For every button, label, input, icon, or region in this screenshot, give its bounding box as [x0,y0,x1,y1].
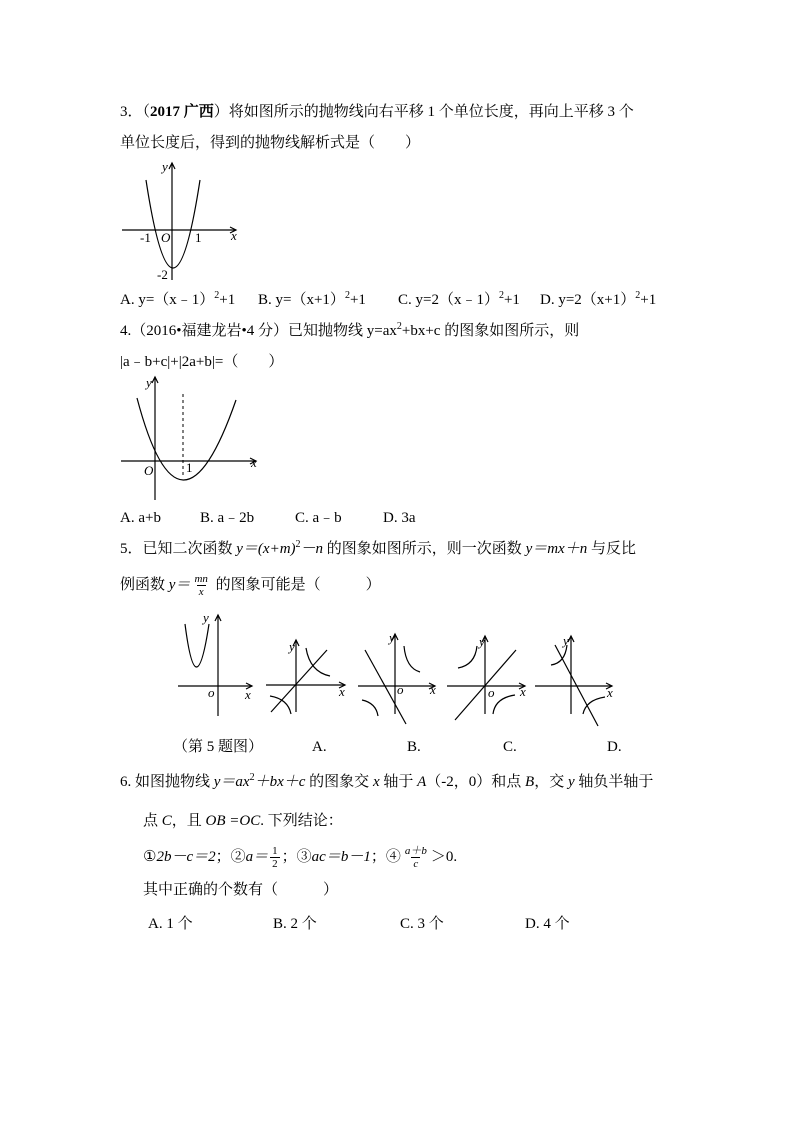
q5-graph-a [266,639,345,714]
linear-function-line [271,650,327,712]
math-expression: OB =OC [205,813,261,829]
q5-figure-caption: （第 5 题图） [173,739,264,755]
hyperbola-branch-upper [306,648,330,676]
x-axis-label: x [245,687,251,702]
x-axis-label: x [520,684,526,699]
q6-option-c: C. 3 个 [400,916,444,932]
q4-stem-line-2: |a﹣b+c|+|2a+b|=（ ） [120,354,284,370]
q5-stem-text: 5．已知二次函数 [120,541,237,557]
q6-option-a: A. 1 个 [148,916,193,932]
y-axis-label: y [162,159,168,174]
math-expression: y＝mx＋n [525,541,588,557]
q4-stem-text: +bx+c 的图象如图所示，则 [401,323,580,339]
q4-stem-line-1 [120,321,579,341]
fraction-mn-over-x [192,573,209,598]
q4-option-a: A. a+b [120,510,161,526]
fraction-numerator: a＋b [404,845,427,857]
q5-option-a-label: A. [312,739,327,755]
option-text: C. y=2（x﹣1） [398,292,499,308]
x-axis-label: x [339,684,345,699]
math-expression: y＝ax [213,774,250,790]
punctuation: . [453,848,458,865]
q5-option-c-label: C. [503,739,517,755]
q6-stem-text: 轴负半轴于 [574,774,654,790]
option-text: A. y=（x﹣1） [120,292,215,308]
q3-stem-line-2: 单位长度后，得到的抛物线解析式是（ ） [120,135,421,151]
fraction-one-half [270,845,280,870]
exponent: 2 [214,290,220,301]
origin-label: O [144,463,154,478]
origin-label: o [208,685,215,700]
option-text: +1 [640,292,657,308]
q6-stem-text: （-2，0）和点 [426,774,526,790]
x-axis-label: x [607,685,613,700]
q6-stem-text: ，且 [171,813,206,829]
q5-stem-text: 的图象如图所示，则一次函数 [323,541,526,557]
q6-stem-text: 6. 如图抛物线 [120,774,214,790]
x-axis-label: x [430,682,436,697]
q5-figure-graph [178,610,252,716]
exponent: 2 [396,321,402,332]
option-text: +1 [349,292,366,308]
exponent: 2 [498,290,504,301]
circled-number: ① [143,848,157,865]
q6-stem-text: . 下列结论： [260,813,343,829]
y-axis-label: y [289,639,295,654]
math-variable: x [372,774,380,790]
q5-stem-line-2 [120,573,381,598]
hyperbola-branch-upper [404,646,420,672]
math-expression: ac＝b－1 [311,848,371,865]
parabola-curve [185,624,209,667]
math-expression: ＋bx＋c [254,774,306,790]
q6-stem-text: 的图象交 [305,774,373,790]
y-axis-label: y [563,633,569,648]
math-variable: C [161,813,172,829]
q6-stem-text: 点 [143,813,162,829]
circled-number: ；② [215,848,246,865]
math-expression: y＝ [168,576,191,593]
math-expression: y＝(x+m) [236,541,296,557]
math-expression: 2b－c＝2 [156,848,216,865]
q6-stem-text: 轴于 [379,774,418,790]
q6-option-b: B. 2 个 [273,916,317,932]
x-axis-label: x [231,228,237,243]
origin-label: o [397,682,404,697]
q6-option-d: D. 4 个 [525,916,570,932]
tick-label-neg1: -1 [140,230,151,245]
q3-number: 3．（ [120,104,151,120]
parabola-curve [146,180,200,268]
hyperbola-branch-lower [583,697,605,714]
q5-graph-c [447,634,526,720]
tick-label-1: 1 [195,230,202,245]
math-expression: ＞0 [430,848,454,865]
q6-stem-text: ，交 [534,774,568,790]
option-text: D. y=2（x+1） [540,292,636,308]
q4-parabola-graph [121,375,257,500]
q6-stem-line-4: 其中正确的个数有（ ） [143,882,339,898]
q4-option-d: D. 3a [383,510,416,526]
q5-option-b-label: B. [407,739,421,755]
q4-option-c: C. a﹣b [295,510,342,526]
q3-option-c [398,290,520,310]
exponent: 2 [249,772,255,783]
fraction-a-plus-b-over-c [403,845,429,870]
option-text: +1 [219,292,236,308]
option-text: +1 [503,292,520,308]
math-variable: B [525,774,535,790]
fraction-numerator: mn [194,573,208,585]
y-axis-label: y [146,375,152,390]
q3-option-a [120,290,235,310]
math-expression: a＝ [245,848,269,865]
q6-stem-line-1 [120,772,653,792]
q5-graph-b [358,630,436,724]
hyperbola-branch-lower [362,700,378,716]
y-axis-label: y [203,610,209,625]
q5-option-d-label: D. [607,739,622,755]
math-variable: y [567,774,575,790]
exponent: 2 [344,290,350,301]
q3-option-d [540,290,656,310]
circled-number: ；④ [370,848,401,865]
q3-stem-line-1 [120,102,634,122]
fraction-numerator: 1 [272,845,278,857]
y-axis-label: y [479,634,485,649]
tick-label-1: 1 [186,460,193,475]
q5-stem-text: 与反比 [587,541,636,557]
q5-stem-text: 例函数 [120,576,169,593]
q5-graph-d [535,633,613,726]
q3-option-b [258,290,366,310]
q5-stem-line-1 [120,539,636,559]
hyperbola-branch-lower [270,696,291,714]
q3-stem-text: ）将如图所示的抛物线向右平移 1 个单位长度，再向上平移 3 个 [213,104,634,120]
q4-option-b: B. a﹣2b [200,510,255,526]
exponent: 2 [635,290,641,301]
q3-source: 2017 广西 [150,104,214,120]
fraction-denominator: c [413,858,419,870]
q4-stem-text: 4.（2016•福建龙岩•4 分）已知抛物线 y=ax [120,323,397,339]
hyperbola-branch-upper [458,646,477,668]
q3-parabola-graph [122,159,237,282]
q6-stem-line-2 [143,811,343,831]
y-axis-label: y [389,630,395,645]
q5-stem-text: 的图象可能是（ ） [211,576,381,593]
fraction-denominator: x [198,586,204,598]
math-variable: A [417,774,427,790]
option-text: B. y=（x+1） [258,292,345,308]
fraction-denominator: 2 [272,858,278,870]
origin-label: O [161,230,171,245]
circled-number: ；③ [281,848,312,865]
x-axis-label: x [251,455,257,470]
q6-conclusions-line [143,845,458,870]
math-expression: －n [300,541,324,557]
exponent: 2 [295,539,301,550]
origin-label: o [488,685,495,700]
hyperbola-branch-lower [493,695,515,714]
tick-label-neg2: -2 [157,267,168,282]
